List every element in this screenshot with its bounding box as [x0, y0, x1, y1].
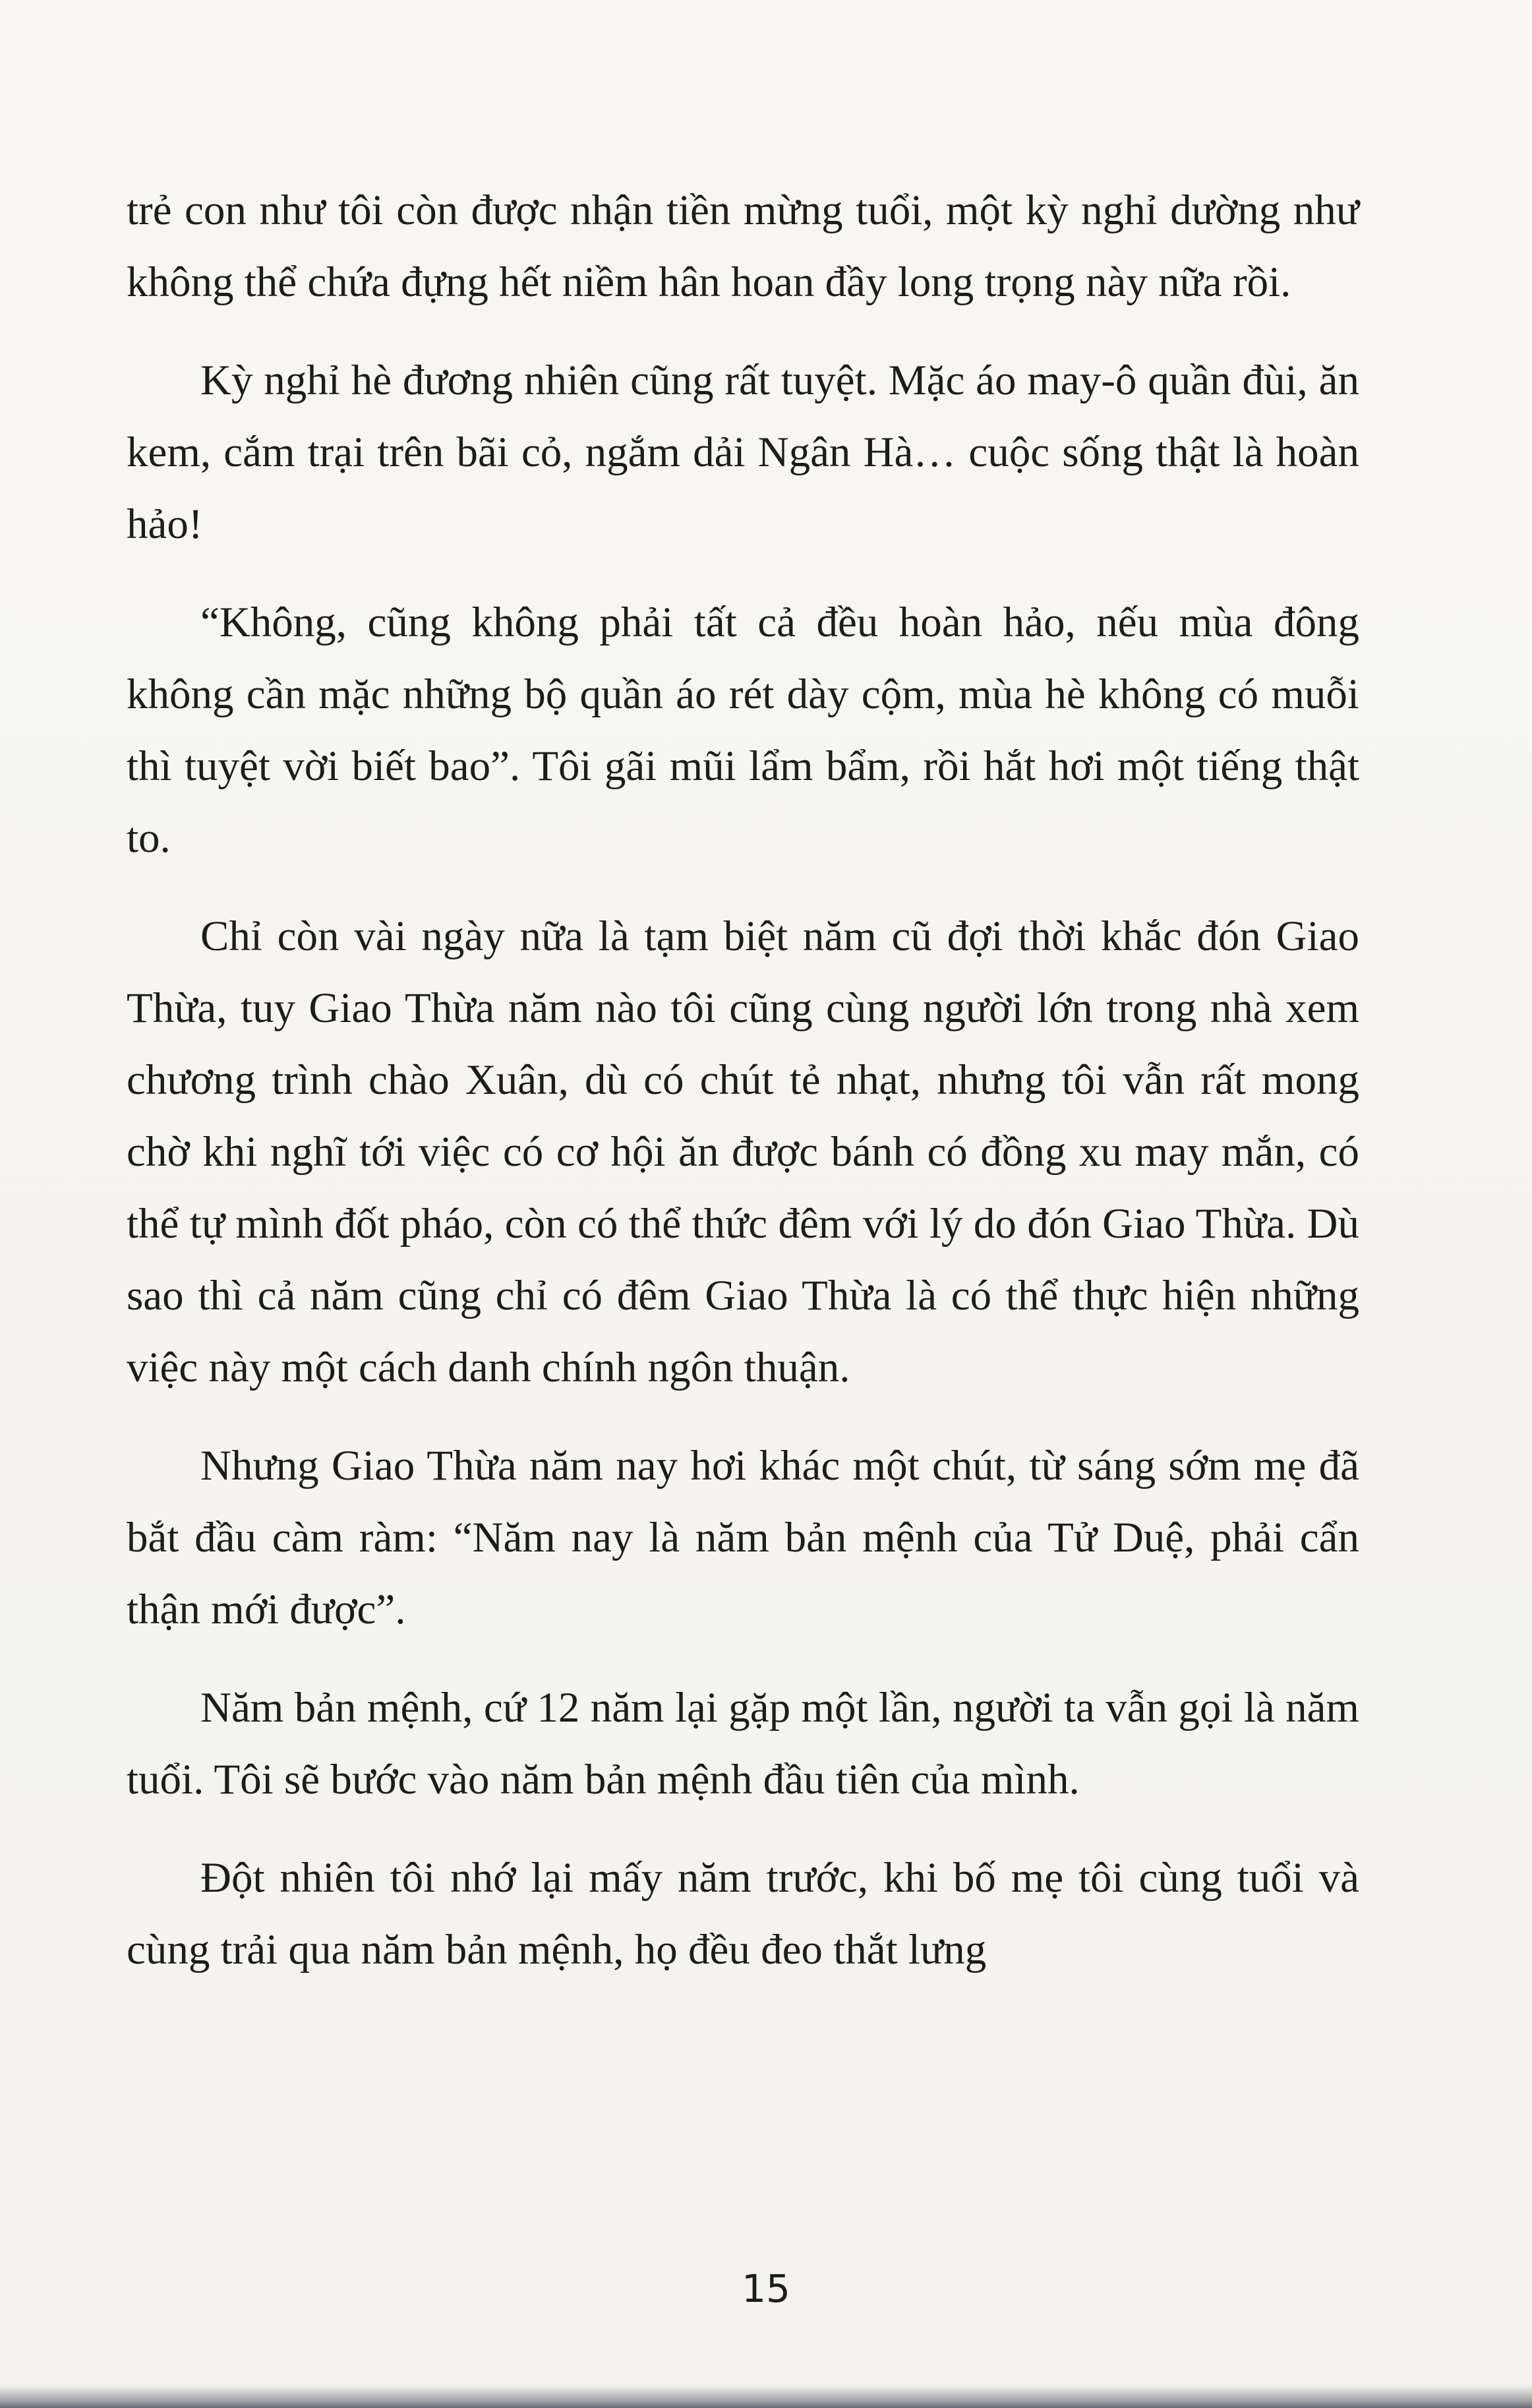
page-body	[127, 175, 1359, 2012]
paragraph-mother-nagging: Nhưng Giao Thừa năm nay hơi khác một chút, từ sáng sớm mẹ đã bắt đầu càm ràm: “Năm nay là năm bản mệnh của Tử Duệ, phải cẩn thận mới được”.	[127, 1442, 1359, 1633]
paragraph-zodiac-year: Năm bản mệnh, cứ 12 năm lại gặp một lần, người ta vẫn gọi là năm tuổi. Tôi sẽ bước vào năm bản mệnh đầu tiên của mình.	[127, 1684, 1359, 1803]
paragraph-continuation: trẻ con như tôi còn được nhận tiền mừng tuổi, một kỳ nghỉ dường như không thể chứa đựng hết niềm hân hoan đầy long trọng này nữa rồi.	[127, 187, 1359, 306]
paragraph-not-perfect: “Không, cũng không phải tất cả đều hoàn hảo, nếu mùa đông không cần mặc những bộ quần áo rét dày cộm, mùa hè không có muỗi thì tuyệt vời biết bao”. Tôi gãi mũi lẩm bẩm, rồi hắt hơi một tiếng thật to.	[127, 599, 1359, 862]
paragraph-summer-holiday: Kỳ nghỉ hè đương nhiên cũng rất tuyệt. Mặc áo may-ô quần đùi, ăn kem, cắm trại trên bãi cỏ, ngắm dải Ngân Hà… cuộc sống thật là hoàn hảo!	[127, 357, 1359, 548]
page-bottom-edge	[0, 2386, 1532, 2408]
page-number: 15	[742, 2266, 790, 2311]
paragraph-memory: Đột nhiên tôi nhớ lại mấy năm trước, khi bố mẹ tôi cùng tuổi và cùng trải qua năm bản mệnh, họ đều đeo thắt lưng	[127, 1854, 1359, 1973]
paragraph-new-year-eve: Chỉ còn vài ngày nữa là tạm biệt năm cũ đợi thời khắc đón Giao Thừa, tuy Giao Thừa năm nào tôi cũng cùng người lớn trong nhà xem chương trình chào Xuân, dù có chút tẻ nhạt, nhưng tôi vẫn rất mong chờ khi nghĩ tới việc có cơ hội ăn được bánh có đồng xu may mắn, có thể tự mình đốt pháo, còn có thể thức đêm với lý do đón Giao Thừa. Dù sao thì cả năm cũng chỉ có đêm Giao Thừa là có thể thực hiện những việc này một cách danh chính ngôn thuận.	[127, 913, 1359, 1391]
